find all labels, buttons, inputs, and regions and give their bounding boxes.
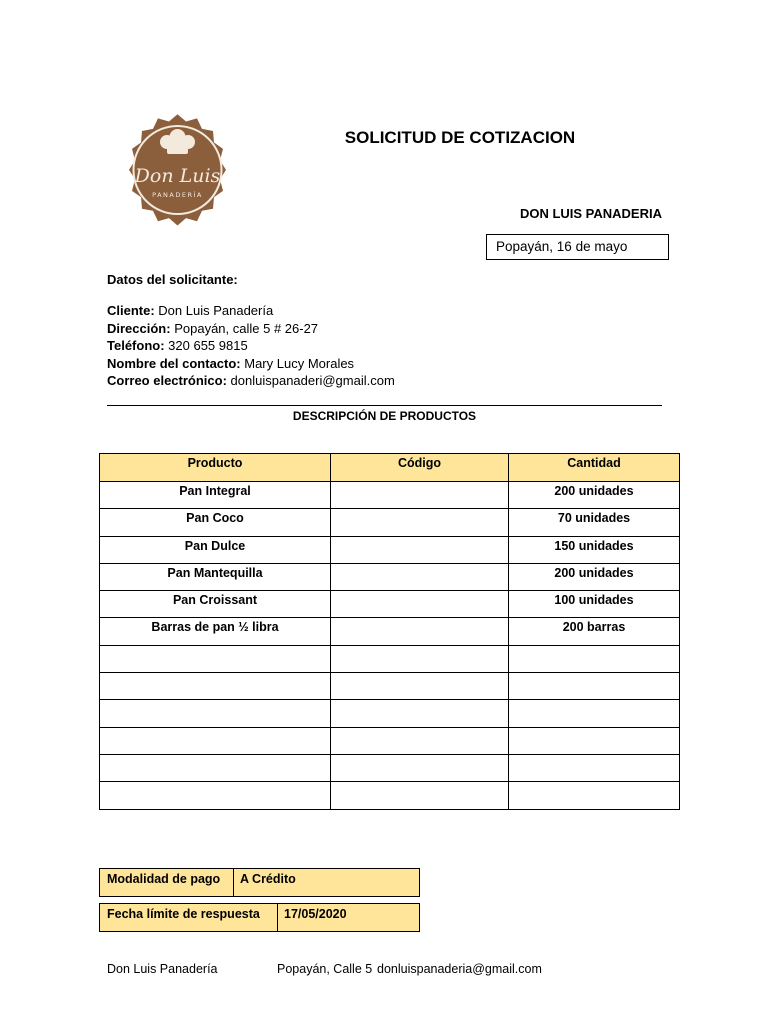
footer-address: Popayán, Calle 5: [277, 962, 373, 976]
payment-divider: [233, 869, 234, 896]
deadline-label: Fecha límite de respuesta: [107, 907, 260, 921]
table-row: [100, 782, 680, 809]
payment-method-value: A Crédito: [240, 872, 296, 886]
quantity-cell: 70 unidades: [509, 509, 680, 536]
phone-value: 320 655 9815: [168, 338, 248, 353]
product-cell: [100, 673, 331, 700]
quantity-cell: 150 unidades: [509, 536, 680, 563]
code-cell: [331, 536, 509, 563]
quantity-cell: [509, 782, 680, 809]
footer-email: donluispanaderia@gmail.com: [377, 962, 542, 976]
code-cell: [331, 673, 509, 700]
product-cell: [100, 700, 331, 727]
product-cell: [100, 782, 331, 809]
product-cell: [100, 754, 331, 781]
phone-label: Teléfono:: [107, 338, 165, 353]
product-cell: Pan Mantequilla: [100, 563, 331, 590]
bakery-seal-icon: [115, 100, 240, 235]
quantity-cell: 100 unidades: [509, 591, 680, 618]
table-row: [100, 727, 680, 754]
payment-method-box: [99, 868, 420, 897]
contact-label: Nombre del contacto:: [107, 355, 241, 371]
section-divider: [107, 405, 662, 406]
product-cell: Pan Coco: [100, 509, 331, 536]
contact-line: [107, 355, 395, 373]
logo-name: Don Luis: [134, 165, 221, 187]
table-row: [100, 536, 680, 563]
table-row: [100, 563, 680, 590]
applicant-info: [107, 302, 395, 390]
product-cell: [100, 727, 331, 754]
table-row: [100, 591, 680, 618]
code-cell: [331, 618, 509, 645]
table-header-row: [100, 454, 680, 482]
deadline-box: [99, 903, 420, 932]
header-quantity: Cantidad: [509, 454, 680, 482]
page-title: SOLICITUD DE COTIZACION: [344, 128, 576, 147]
table-row: [100, 618, 680, 645]
email-label: Correo electrónico:: [107, 373, 227, 388]
product-cell: Barras de pan ½ libra: [100, 618, 331, 645]
company-name: DON LUIS PANADERIA: [519, 206, 662, 221]
quantity-cell: [509, 754, 680, 781]
table-row: [100, 673, 680, 700]
code-cell: [331, 645, 509, 672]
footer-company: Don Luis Panadería: [107, 962, 218, 976]
quantity-cell: 200 unidades: [509, 482, 680, 509]
product-cell: [100, 645, 331, 672]
table-row: [100, 700, 680, 727]
client-label: Cliente:: [107, 303, 155, 318]
quantity-cell: [509, 673, 680, 700]
code-cell: [331, 700, 509, 727]
product-cell: Pan Croissant: [100, 591, 331, 618]
header-product: Producto: [100, 454, 331, 482]
quantity-cell: 200 unidades: [509, 563, 680, 590]
header-code: Código: [331, 454, 509, 482]
logo-subtitle: PANADERÍA: [152, 191, 203, 199]
quantity-cell: [509, 645, 680, 672]
code-cell: [331, 591, 509, 618]
code-cell: [331, 563, 509, 590]
quantity-cell: [509, 727, 680, 754]
products-table: [99, 453, 680, 810]
code-cell: [331, 754, 509, 781]
code-cell: [331, 782, 509, 809]
table-row: [100, 482, 680, 509]
email-line: [107, 372, 395, 390]
company-logo: [115, 100, 240, 235]
address-value: Popayán, calle 5 # 26-27: [174, 320, 319, 336]
code-cell: [331, 727, 509, 754]
table-row: [100, 645, 680, 672]
phone-line: [107, 337, 395, 355]
client-line: [107, 302, 395, 320]
quantity-cell: 200 barras: [509, 618, 680, 645]
contact-value: Mary Lucy Morales: [244, 355, 355, 371]
applicant-section-title: Datos del solicitante:: [107, 272, 238, 287]
address-label: Dirección:: [107, 320, 171, 336]
products-section-title: DESCRIPCIÓN DE PRODUCTOS: [292, 409, 477, 423]
date-field: Popayán, 16 de mayo: [486, 234, 669, 260]
code-cell: [331, 482, 509, 509]
email-value: donluispanaderi@gmail.com: [230, 373, 395, 388]
client-value: Don Luis Panadería: [158, 303, 274, 318]
product-cell: Pan Integral: [100, 482, 331, 509]
quantity-cell: [509, 700, 680, 727]
address-line: [107, 320, 395, 338]
table-row: [100, 754, 680, 781]
product-cell: Pan Dulce: [100, 536, 331, 563]
payment-method-label: Modalidad de pago: [107, 872, 221, 886]
deadline-divider: [277, 904, 278, 931]
code-cell: [331, 509, 509, 536]
deadline-value: 17/05/2020: [284, 907, 347, 921]
table-row: [100, 509, 680, 536]
